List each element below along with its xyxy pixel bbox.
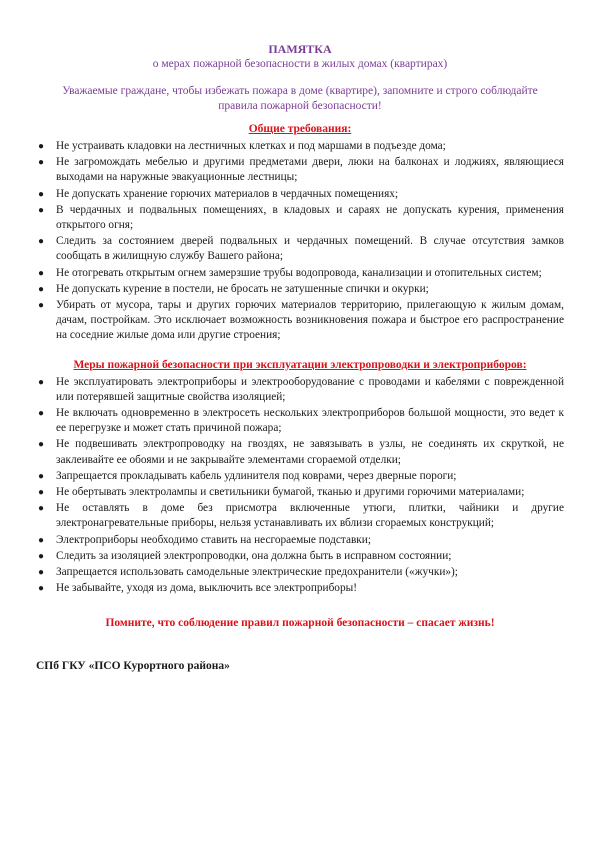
bullet-icon: ● xyxy=(38,188,45,200)
list-item: ● Следить за изоляцией электропроводки, она должна быть в исправном состоянии; xyxy=(36,549,564,564)
bullet-icon: ● xyxy=(38,550,45,562)
bullet-icon: ● xyxy=(38,204,45,216)
list-item: ● Не оставлять в доме без присмотра включенные утюги, плитки, чайники и другие электронагревательные приборы, нельзя устанавливать их вблизи сгораемых конструкций; xyxy=(38,502,564,530)
bullet-icon: ● xyxy=(38,567,45,579)
bullet-icon: ● xyxy=(38,503,45,515)
electrical-safety-heading: Меры пожарной безопасности при эксплуатации электропроводки и электроприборов: xyxy=(73,358,527,371)
list-item: ● Следить за состоянием дверей подвальных и чердачных помещений. В случае отсутствия замков сообщать в жилищную службу Вашего района; xyxy=(38,235,564,263)
list-item: ● Не забывайте, уходя из дома, выключить все электроприборы! xyxy=(36,581,564,596)
list-item: ● В чердачных и подвальных помещениях, в кладовых и сараях не допускать курения, применения открытого огня; xyxy=(38,203,564,232)
bullet-icon: ● xyxy=(38,487,45,499)
list-item: ● Не обертывать электролампы и светильники бумагой, тканью и другими горючими материалами; xyxy=(36,485,564,500)
list-item: ● Не подвешивать электропроводку на гвоздях, не завязывать в узлы, не соединять их скруткой, не заклеивайте ее обоями и не закрывайте элементами сгораемой отделки; xyxy=(38,438,564,466)
general-requirements-heading: Общие требования: xyxy=(248,123,352,135)
list-item: ● Не отогревать открытым огнем замерзшие трубы водопровода, канализации и отопительных систем; xyxy=(36,266,564,281)
list-item: ● Не допускать хранение горючих материалов в чердачных помещениях; xyxy=(36,187,564,202)
list-item: ● Не включать одновременно в электросеть нескольких электроприборов большой мощности, это ведет к ее перегрузке и может стать причиной пожара; xyxy=(38,407,564,435)
bullet-icon: ● xyxy=(38,439,45,451)
safety-reminder: Помните, что соблюдение правил пожарной безопасности – спасает жизнь! xyxy=(105,617,495,630)
general-requirements-list xyxy=(36,139,564,344)
list-item: ● Убирать от мусора, тары и других горючих материалов территорию, прилегающую к жилым домам, дачам, постройкам. Это исключает возможность возникновения пожара и быстрое его распространение на соседние жилые дома или другие строения; xyxy=(38,299,564,342)
bullet-icon: ● xyxy=(38,236,45,248)
bullet-icon: ● xyxy=(38,470,45,482)
bullet-icon: ● xyxy=(38,157,45,169)
memo-subtitle: о мерах пожарной безопасности в жилых домах (квартирах) xyxy=(152,58,448,70)
organization-signature: СПб ГКУ «ПСО Курортного района» xyxy=(36,660,230,673)
list-item: ● Не загромождать мебелью и другими предметами двери, люки на балконах и лоджиях, являющиеся выходами на наружные эвакуационные лестницы; xyxy=(38,156,564,184)
list-item: ● Запрещается использовать самодельные электрические предохранители («жучки»); xyxy=(36,565,564,580)
list-item: ● Не устраивать кладовки на лестничных клетках и под маршами в подъезде дома; xyxy=(36,139,564,154)
bullet-icon: ● xyxy=(38,267,45,279)
bullet-icon: ● xyxy=(38,300,45,312)
memo-title: ПАМЯТКА xyxy=(268,42,332,56)
list-item: ● Электроприборы необходимо ставить на несгораемые подставки; xyxy=(36,533,564,548)
list-item: ● Не допускать курение в постели, не бросать не затушенные спички и окурки; xyxy=(36,282,564,297)
list-item: ● Не эксплуатировать электроприборы и электрооборудование с проводами и кабелями с поврежденной или потерявшей защитные свойства изоляцией; xyxy=(38,375,564,403)
bullet-icon: ● xyxy=(38,141,45,152)
bullet-icon: ● xyxy=(38,376,45,388)
bullet-icon: ● xyxy=(38,283,45,295)
memo-intro: Уважаемые граждане, чтобы избежать пожара в доме (квартире), запомните и строго соблюдайте правила пожарной безопасности! xyxy=(62,85,538,112)
electrical-safety-list xyxy=(36,375,564,597)
bullet-icon: ● xyxy=(38,534,45,546)
bullet-icon: ● xyxy=(38,583,45,595)
bullet-icon: ● xyxy=(38,408,45,420)
list-item: ● Запрещается прокладывать кабель удлинителя под коврами, через дверные пороги; xyxy=(36,469,564,484)
